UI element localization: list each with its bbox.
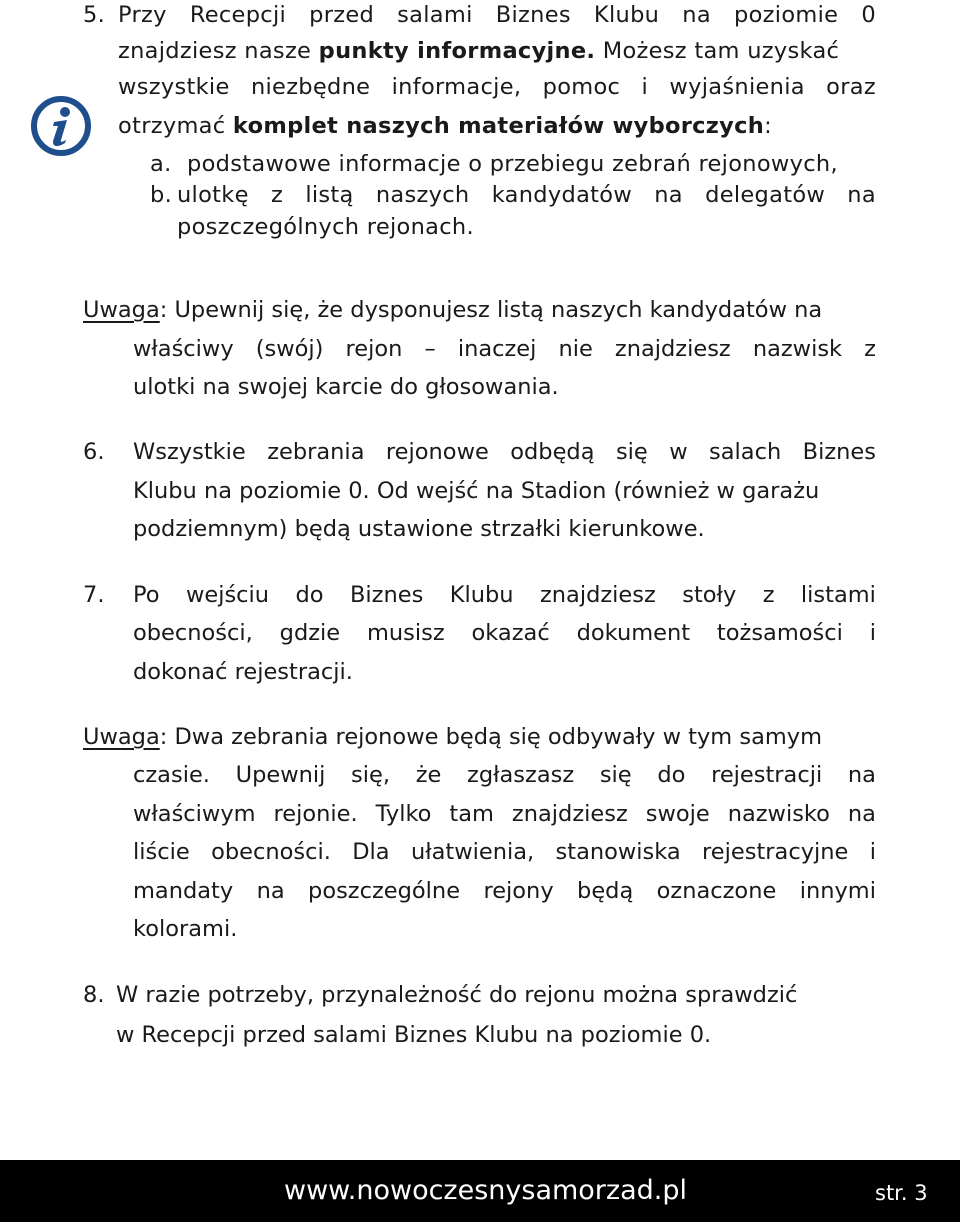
item-8-line-2: w Recepcji przed salami Biznes Klubu na poziomie 0. bbox=[116, 1022, 712, 1048]
item-5-line-4 bbox=[118, 111, 772, 141]
sub-item-b-line-1: ulotkę z listą naszych kandydatów na delegatów na bbox=[177, 182, 876, 208]
note-label: Uwaga bbox=[83, 724, 160, 750]
item-6-line-3: podziemnym) będą ustawione strzałki kierunkowe. bbox=[133, 516, 705, 542]
bold-text: punkty informacyjne. bbox=[318, 38, 596, 64]
item-5-line-2 bbox=[118, 36, 876, 66]
text: Możesz tam uzyskać bbox=[595, 38, 840, 64]
bold-text: komplet naszych materiałów wyborczych bbox=[232, 113, 765, 139]
item-5-line-3: wszystkie niezbędne informacje, pomoc i wyjaśnienia oraz bbox=[118, 74, 876, 100]
item-7-line-2: obecności, gdzie musisz okazać dokument tożsamości i bbox=[133, 620, 876, 646]
note-2-line-1 bbox=[83, 722, 876, 752]
item-number: 5. bbox=[83, 2, 106, 28]
item-8-line-1: W razie potrzeby, przynależność do rejonu można sprawdzić bbox=[116, 982, 798, 1008]
item-6-line-2: Klubu na poziomie 0. Od wejść na Stadion (również w garażu bbox=[133, 478, 820, 504]
sub-marker-b: b. bbox=[150, 182, 173, 208]
note-2-line-3: właściwym rejonie. Tylko tam znajdziesz swoje nazwisko na bbox=[133, 801, 876, 827]
item-5-line-1: Przy Recepcji przed salami Biznes Klubu na poziomie 0 bbox=[118, 2, 876, 28]
note-2-line-6: kolorami. bbox=[133, 916, 238, 942]
note-1-line-3: ulotki na swojej karcie do głosowania. bbox=[133, 374, 559, 400]
text: znajdziesz nasze bbox=[118, 38, 319, 64]
sub-marker-a: a. bbox=[150, 151, 172, 177]
note-2-line-5: mandaty na poszczególne rejony będą oznaczone innymi bbox=[133, 878, 876, 904]
item-6-line-1: Wszystkie zebrania rejonowe odbędą się w salach Biznes bbox=[133, 439, 876, 465]
item-number: 8. bbox=[83, 982, 105, 1008]
note-2-line-2: czasie. Upewnij się, że zgłaszasz się do rejestracji na bbox=[133, 762, 876, 788]
item-7-line-3: dokonać rejestracji. bbox=[133, 659, 353, 685]
item-number: 6. bbox=[83, 439, 105, 465]
sub-item-b-line-2: poszczególnych rejonach. bbox=[177, 214, 474, 240]
note-1-line-2: właściwy (swój) rejon – inaczej nie znajdziesz nazwisk z bbox=[133, 336, 876, 362]
note-1-line-1 bbox=[83, 295, 876, 325]
text: otrzymać bbox=[118, 113, 233, 139]
sub-item-a: podstawowe informacje o przebiegu zebrań rejonowych, bbox=[187, 151, 838, 177]
item-7-line-1: Po wejściu do Biznes Klubu znajdziesz stoły z listami bbox=[133, 582, 876, 608]
page-number: str. 3 bbox=[875, 1181, 928, 1205]
info-icon bbox=[30, 95, 92, 157]
footer-website-link[interactable]: www.nowoczesnysamorzad.pl bbox=[284, 1175, 687, 1206]
item-number: 7. bbox=[83, 582, 105, 608]
note-label: Uwaga bbox=[83, 297, 160, 323]
text: : Dwa zebrania rejonowe będą się odbywały w tym samym bbox=[159, 724, 823, 750]
text: : Upewnij się, że dysponujesz listą naszych kandydatów na bbox=[159, 297, 823, 323]
text: : bbox=[764, 113, 773, 139]
note-2-line-4: liście obecności. Dla ułatwienia, stanowiska rejestracyjne i bbox=[133, 839, 876, 865]
